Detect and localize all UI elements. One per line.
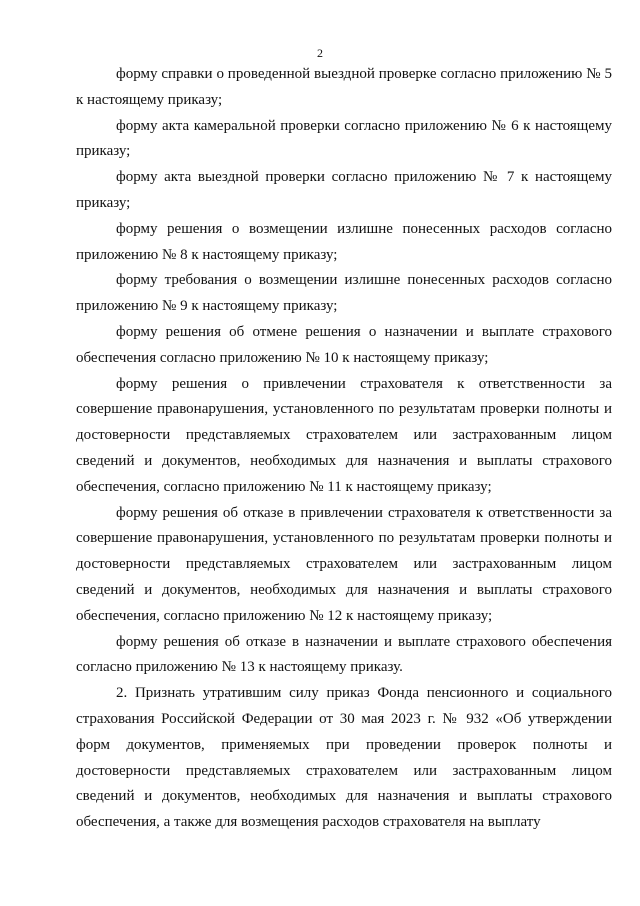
page-number: 2 xyxy=(317,46,323,60)
paragraph-form-spravka: форму справки о проведенной выездной проверке согласно приложению № 5 к настоящему приказу; xyxy=(76,66,612,108)
paragraph-item-2-priznat: 2. Признать утратившим силу приказ Фонда пенсионного и социального страхования Российской Федерации от 30 мая 2023 г. № 932 «Об утверждении форм документов, применяемых при проведении проверок полноты и достоверности представляемых страхователем или застрахованным лицом сведений и документов, необходимых для назначения и выплаты страхового обеспечения, а также для возмещения расходов страхователя на выплату xyxy=(76,685,612,831)
paragraph-form-reshenie-otkaz-naznachenie: форму решения об отказе в назначении и выплате страхового обеспечения согласно приложению № 13 к настоящему приказу. xyxy=(76,633,612,676)
paragraph-form-reshenie-privlechenie: форму решения о привлечении страхователя к ответственности за совершение правонарушения, установленного по результатам проверки полноты и достоверности представляемых страхователем или застрахованным лицом сведений и документов, необходимых для назначения и выплаты страхового обеспечения, согласно приложению № 11 к настоящему приказу; xyxy=(76,375,612,495)
paragraph-form-akt-kameralnoy: форму акта камеральной проверки согласно приложению № 6 к настоящему приказу; xyxy=(76,117,612,160)
paragraph-form-reshenie-vozmeshchenie: форму решения о возмещении излишне понесенных расходов согласно приложению № 8 к настоящему приказу; xyxy=(76,220,612,263)
paragraph-form-akt-vyezdnoy: форму акта выездной проверки согласно приложению № 7 к настоящему приказу; xyxy=(76,169,612,211)
document-body xyxy=(76,62,612,836)
paragraph-form-reshenie-otmena: форму решения об отмене решения о назначении и выплате страхового обеспечения согласно приложению № 10 к настоящему приказу; xyxy=(76,323,612,366)
paragraph-form-reshenie-otkaz-privlechenie: форму решения об отказе в привлечении страхователя к ответственности за совершение правонарушения, установленного по результатам проверки полноты и достоверности представляемых страхователем или застрахованным лицом сведений и документов, необходимых для назначения и выплаты страхового обеспечения, согласно приложению № 12 к настоящему приказу; xyxy=(76,504,612,624)
paragraph-form-trebovanie: форму требования о возмещении излишне понесенных расходов согласно приложению № 9 к настоящему приказу; xyxy=(76,272,612,315)
